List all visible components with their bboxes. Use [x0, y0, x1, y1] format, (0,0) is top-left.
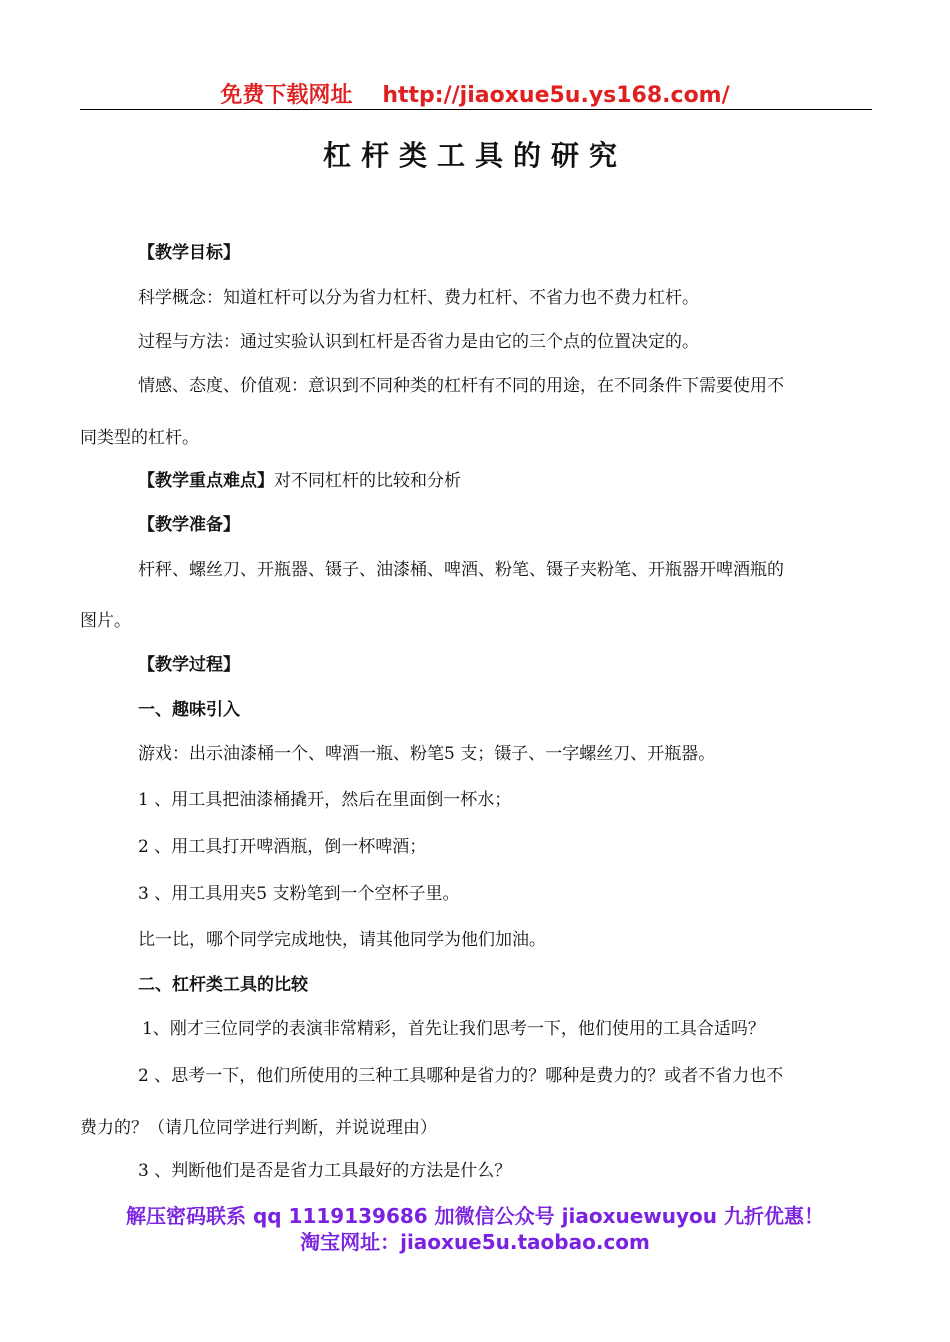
footer-shop-link[interactable]: 淘宝网址：jiaoxue5u.taobao.com	[300, 1230, 650, 1254]
prep-heading: 【教学准备】	[138, 515, 240, 535]
question-3: 3 、判断他们是否是省力工具最好的方法是什么？	[138, 1161, 512, 1181]
header-label: 免费下载网址	[220, 83, 353, 108]
page-title: 杠杆类工具的研究	[322, 139, 627, 172]
game-text: 游戏：出示油漆桶一个、啤酒一瓶、粉笔5 支；镊子、一字螺丝刀、开瓶器。	[138, 744, 716, 764]
goal-process: 过程与方法：通过实验认识到杠杆是否省力是由它的三个点的位置决定的。	[138, 332, 699, 352]
key-points	[138, 471, 461, 491]
footer-contact: 解压密码联系 qq 1119139686 加微信公众号 jiaoxuewuyou 九折优惠！	[126, 1204, 824, 1228]
goal-emotion-line2: 同类型的杠杆。	[80, 428, 199, 448]
compare-text: 比一比，哪个同学完成地快，请其他同学为他们加油。	[138, 930, 546, 950]
goal-emotion-line1: 情感、态度、价值观：意识到不同种类的杠杆有不同的用途，在不同条件下需要使用不	[138, 376, 784, 396]
header-url-link[interactable]: http://jiaoxue5u.ys168.com/	[382, 83, 730, 108]
question-1: 1、刚才三位同学的表演非常精彩，首先让我们思考一下，他们使用的工具合适吗？	[142, 1019, 765, 1039]
key-heading: 【教学重点难点】	[138, 471, 274, 491]
header-divider	[80, 109, 872, 110]
step-3: 3 、用工具用夹5 支粉笔到一个空杯子里。	[138, 884, 460, 904]
part2-heading: 二、杠杆类工具的比较	[138, 975, 308, 995]
key-text: 对不同杠杆的比较和分析	[274, 471, 461, 491]
process-heading: 【教学过程】	[138, 655, 240, 675]
goals-heading: 【教学目标】	[138, 243, 240, 263]
step-1: 1 、用工具把油漆桶撬开，然后在里面倒一杯水；	[138, 790, 512, 810]
part1-heading: 一、趣味引入	[138, 700, 240, 720]
goal-science: 科学概念：知道杠杆可以分为省力杠杆、费力杠杆、不省力也不费力杠杆。	[138, 288, 699, 308]
question-2-line1: 2 、思考一下，他们所使用的三种工具哪种是省力的？哪种是费力的？或者不省力也不	[138, 1066, 784, 1086]
question-2-line2: 费力的？（请几位同学进行判断，并说说理由）	[80, 1118, 437, 1138]
prep-text-line1: 杆秤、螺丝刀、开瓶器、镊子、油漆桶、啤酒、粉笔、镊子夹粉笔、开瓶器开啤酒瓶的	[138, 560, 784, 580]
step-2: 2 、用工具打开啤酒瓶，倒一杯啤酒；	[138, 837, 427, 857]
download-header	[0, 78, 950, 109]
prep-text-line2: 图片。	[80, 611, 131, 631]
